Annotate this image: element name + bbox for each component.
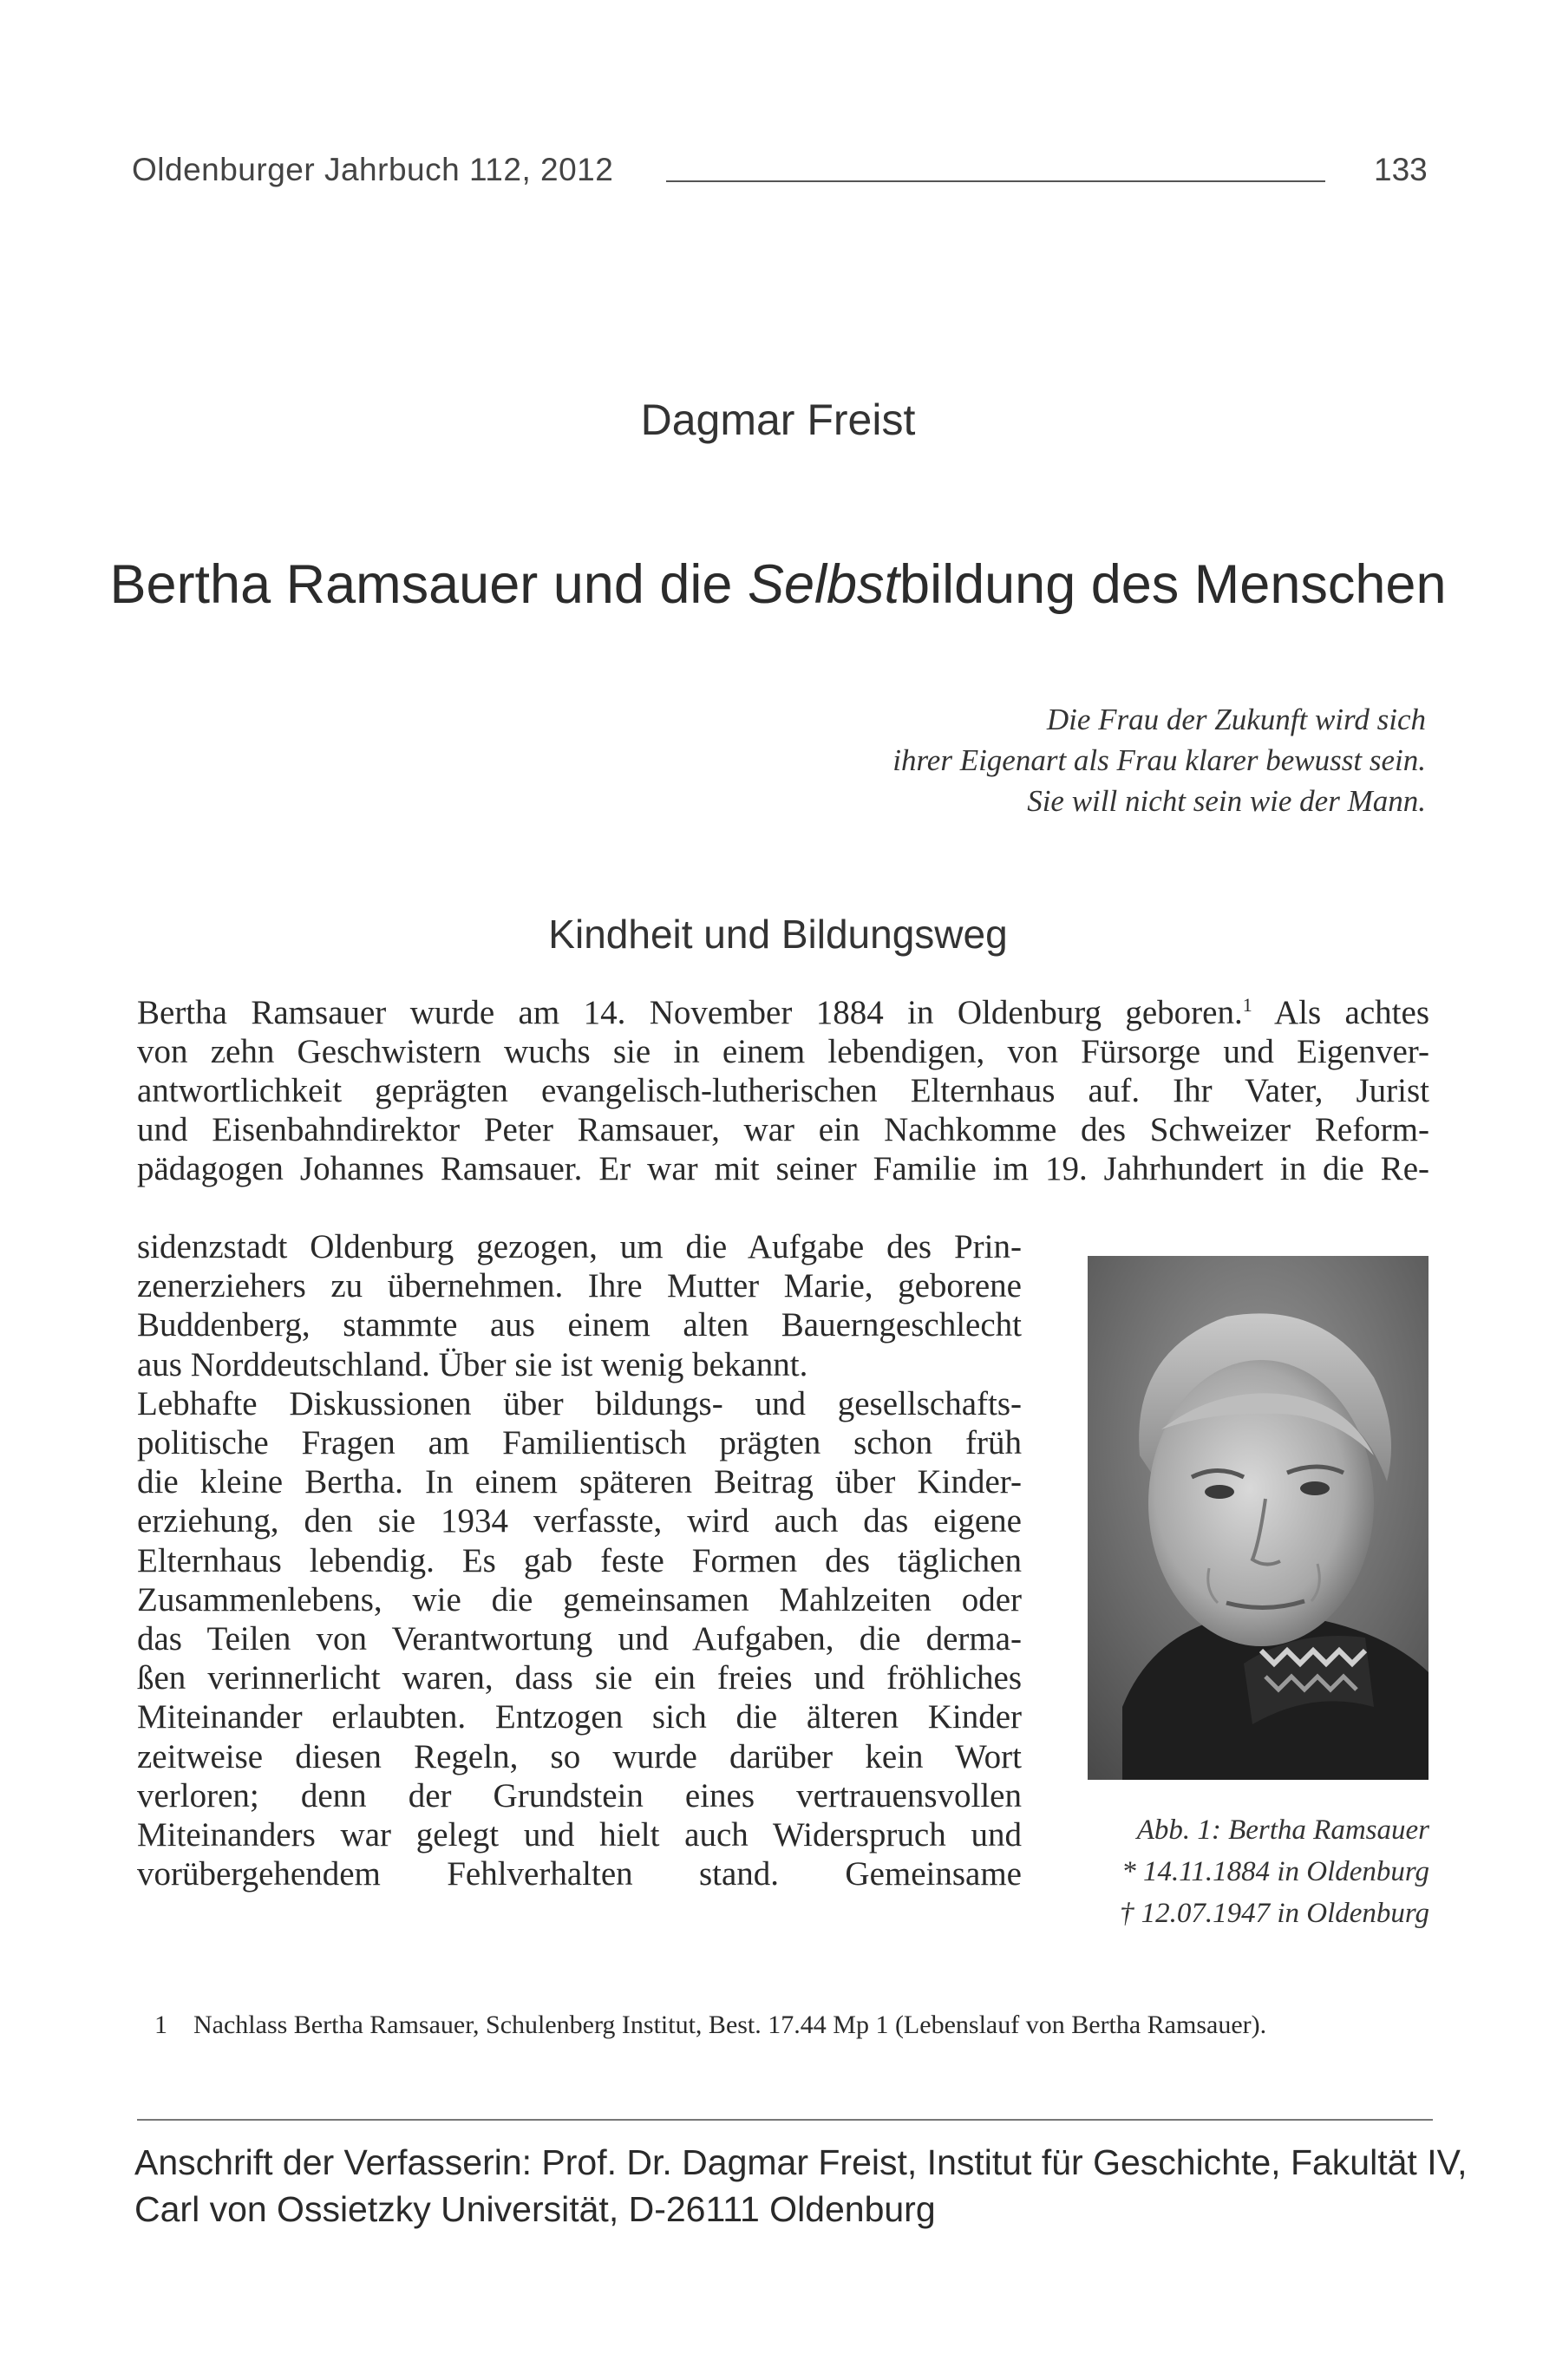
- section-heading: Kindheit und Bildungsweg: [548, 912, 1008, 957]
- title-italic: Selbst: [747, 554, 900, 615]
- body-line: erziehung, den sie 1934 verfasste, wird auch das eigene: [137, 1502, 1022, 1540]
- body-text-narrow-column: [137, 1227, 1022, 1893]
- footnote-text: Nachlass Bertha Ramsauer, Schulenberg Institut, Best. 17.44 Mp 1 (Lebenslauf von Bertha Ramsauer).: [193, 2011, 1267, 2039]
- body-line: pädagogen Johannes Ramsauer. Er war mit seiner Familie im 19. Jahrhundert in die Re-: [137, 1150, 1429, 1187]
- body-line: ßen verinnerlicht waren, dass sie ein freies und fröhliches: [137, 1659, 1022, 1697]
- caption-line: * 14.11.1884 in Oldenburg: [1121, 1856, 1429, 1887]
- body-line: verloren; denn der Grundstein eines vertrauensvollen: [137, 1776, 1022, 1814]
- caption-line: Abb. 1: Bertha Ramsauer: [1136, 1814, 1429, 1846]
- body-line: Zusammenlebens, wie die gemeinsamen Mahlzeiten oder: [137, 1580, 1022, 1618]
- portrait-photo: [1088, 1256, 1429, 1780]
- caption-line: † 12.07.1947 in Oldenburg: [1119, 1898, 1429, 1929]
- body-line: Lebhafte Diskussionen über bildungs- und gesellschafts-: [137, 1384, 1022, 1422]
- portrait-illustration: [1088, 1256, 1429, 1780]
- address-line: Carl von Ossietzky Universität, D-26111 Oldenburg: [134, 2189, 936, 2229]
- body-line: antwortlichkeit geprägten evangelisch-lutherischen Elternhaus auf. Ihr Vater, Jurist: [137, 1072, 1429, 1109]
- title-part2: bildung des Menschen: [899, 554, 1447, 615]
- article-author: Dagmar Freist: [640, 396, 916, 444]
- body-line: Buddenberg, stammte aus einem alten Bauerngeschlecht: [137, 1306, 1022, 1344]
- epigraph: [892, 699, 1426, 821]
- body-line: Elternhaus lebendig. Es gab feste Formen des täglichen: [137, 1541, 1022, 1579]
- body-line: vorübergehendem Fehlverhalten stand. Gemeinsame: [137, 1855, 1022, 1893]
- body-line: sidenzstadt Oldenburg gezogen, um die Aufgabe des Prin-: [137, 1228, 1022, 1265]
- page-number: 133: [1374, 152, 1428, 187]
- epigraph-line: Die Frau der Zukunft wird sich: [1046, 703, 1426, 736]
- title-part1: Bertha Ramsauer und die: [109, 554, 748, 615]
- body-line: das Teilen von Verantwortung und Aufgaben, die derma-: [137, 1620, 1022, 1658]
- footnote-number: 1: [154, 2011, 167, 2039]
- body-line: Miteinander erlaubten. Entzogen sich die älteren Kinder: [137, 1698, 1022, 1736]
- figure-caption: [1067, 1809, 1429, 1934]
- body-line: von zehn Geschwistern wuchs sie in einem lebendigen, von Fürsorge und Eigenver-: [137, 1033, 1429, 1070]
- body-text-full-width: [137, 993, 1429, 1188]
- header-rule: [666, 180, 1325, 182]
- author-address: [134, 2139, 1468, 2233]
- body-line: zeitweise diesen Regeln, so wurde darüber kein Wort: [137, 1737, 1022, 1775]
- article-title: [0, 553, 1556, 616]
- footnote: [154, 2011, 1266, 2040]
- address-line: Anschrift der Verfasserin: Prof. Dr. Dagmar Freist, Institut für Geschichte, Fakultät IV,: [134, 2142, 1468, 2182]
- body-line: politische Fragen am Familientisch prägten schon früh: [137, 1424, 1022, 1462]
- body-line: [137, 993, 1429, 1032]
- body-line: zenerziehers zu übernehmen. Ihre Mutter Marie, geborene: [137, 1267, 1022, 1305]
- body-line: die kleine Bertha. In einem späteren Beitrag über Kinder-: [137, 1463, 1022, 1501]
- footnote-reference[interactable]: 1: [1242, 994, 1252, 1016]
- body-line-tail: Als achtes: [1252, 994, 1429, 1031]
- address-divider: [137, 2119, 1433, 2121]
- epigraph-line: ihrer Eigenart als Frau klarer bewusst sein.: [892, 743, 1426, 777]
- body-line: und Eisenbahndirektor Peter Ramsauer, war ein Nachkomme des Schweizer Reform-: [137, 1111, 1429, 1148]
- epigraph-line: Sie will nicht sein wie der Mann.: [1027, 784, 1426, 818]
- body-line: Miteinanders war gelegt und hielt auch Widerspruch und: [137, 1816, 1022, 1854]
- running-header-journal: Oldenburger Jahrbuch 112, 2012: [132, 152, 614, 187]
- body-line-text: Bertha Ramsauer wurde am 14. November 1884 in Oldenburg geboren.: [137, 994, 1243, 1031]
- body-line: aus Norddeutschland. Über sie ist wenig bekannt.: [137, 1345, 808, 1383]
